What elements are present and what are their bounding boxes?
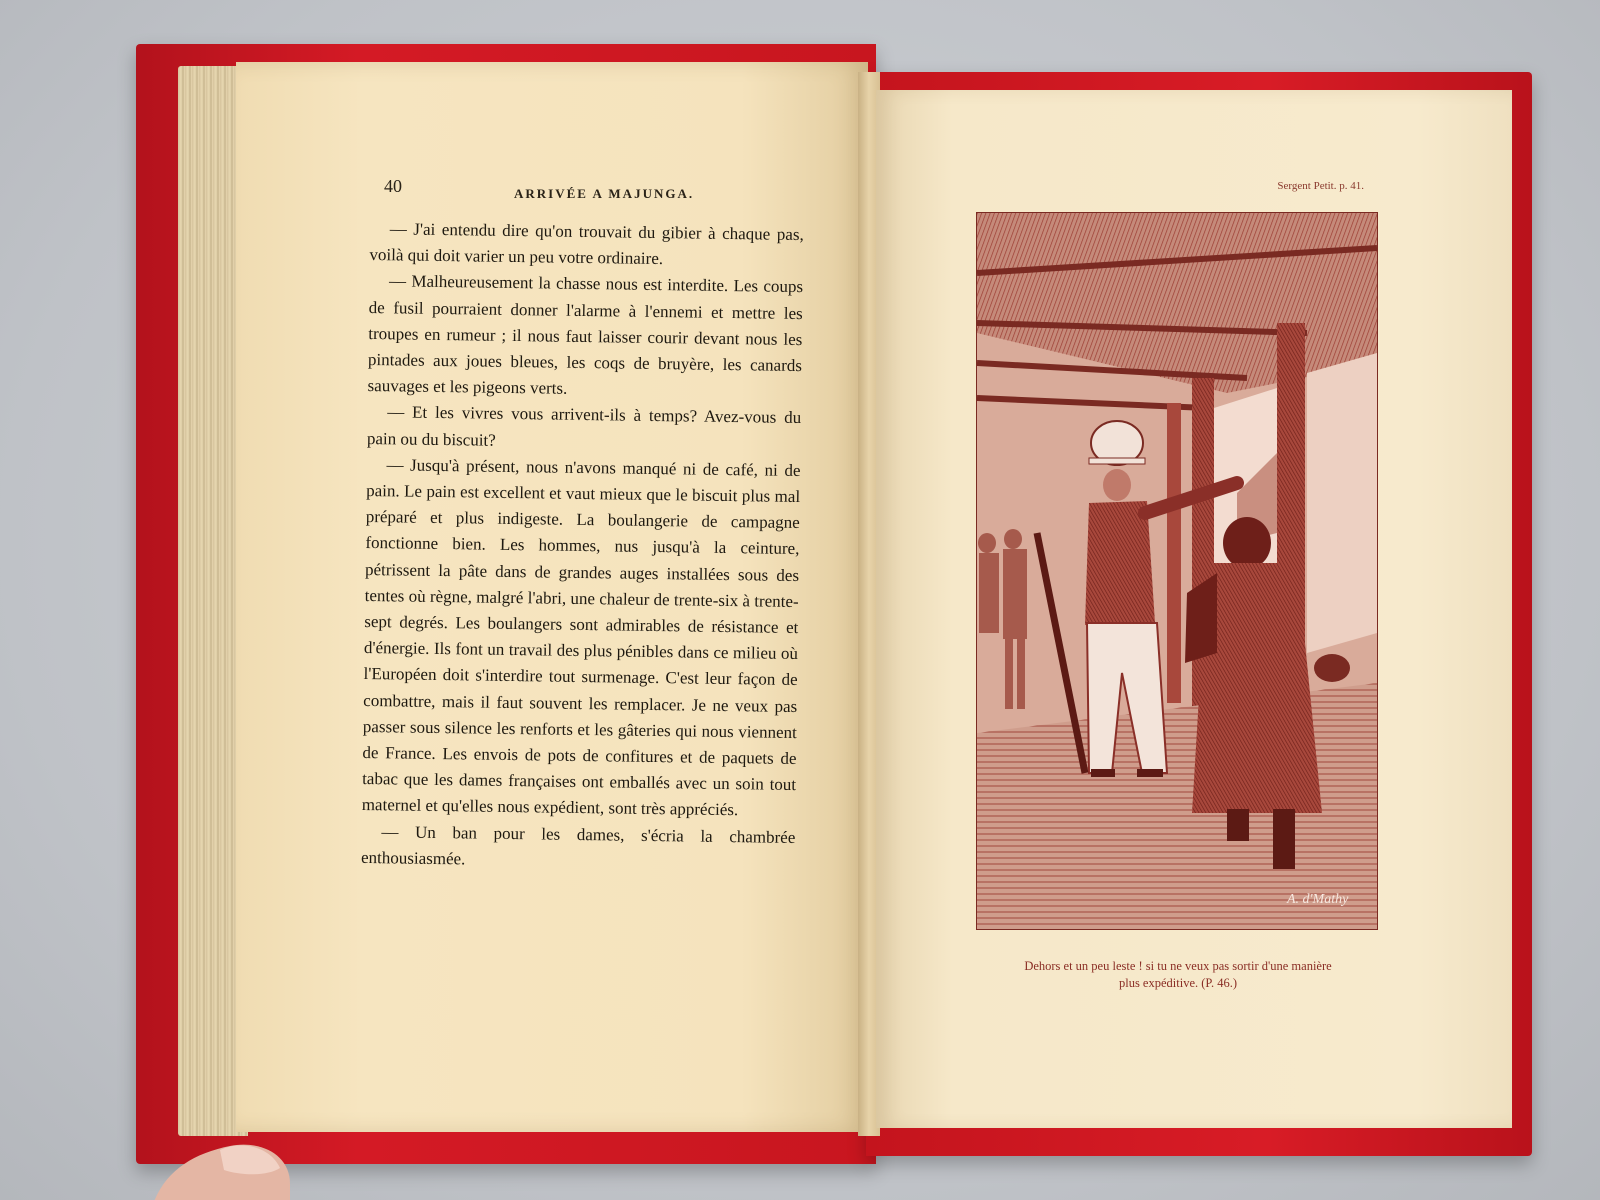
paragraph: — Un ban pour les dames, s'écria la chambrée enthousiasmée. (360, 821, 796, 869)
running-head-right: Sergent Petit. p. 41. (1277, 180, 1364, 192)
paragraph: — Jusqu'à présent, nous n'avons manqué ni de café, ni de pain. Le pain est excellent et vaut mieux que le biscuit plus mal préparé et plus indigeste. La boulangerie de campagne fonctionne bien. Les hommes, nus jusqu'à la ceinture, pétrissent la pâte dans de grandes auges installées sous des tentes où règne, malgré l'abri, une chaleur de trente-six à trente-sept degrés. Les boulangers sont admirables de résistance et d'énergie. Ils font un travail des plus pénibles dans ce milieu où l'Européen doit s'interdire tout surmenage. C'est leur façon de combattre, mais il faut souvent les remplacer. Je ne veux pas passer sous silence les renforts et les gâteries qui nous viennent de France. Les envois de pots de confitures et de paquets de tabac que les dames françaises ont emballés avec un soin tout maternel et qu'elles nous expédient, sont très appréciés. (361, 455, 801, 820)
paragraph: — Malheureusement la chasse nous est interdite. Les coups de fusil pourraient donner l'alarme à l'ennemi et mettre les troupes en rumeur ; il nous faut laisser courir devant nous les pintades aux joues bleues, les coqs de bruyère, les canards sauvages et les pigeons verts. (367, 271, 804, 398)
caption-line: plus expéditive. (P. 46.) (1118, 976, 1238, 990)
illustration-caption (970, 958, 1386, 992)
engraving-illustration (976, 212, 1378, 930)
paragraph: — Et les vivres vous arrivent-ils à temps? Avez-vous du pain ou du biscuit? (366, 402, 802, 450)
page-number: 40 (384, 176, 402, 196)
running-head-left: ARRIVÉE A MAJUNGA. (514, 186, 695, 201)
caption-line: Dehors et un peu leste ! si tu ne veux pas sortir d'une manière (1024, 959, 1332, 973)
thumb (150, 1084, 300, 1200)
left-page-body (361, 216, 804, 877)
illustration-signature: A. d'Mathy (1287, 892, 1349, 907)
paragraph: — J'ai entendu dire qu'on trouvait du gibier à chaque pas, voilà qui doit varier un peu votre ordinaire. (369, 219, 804, 269)
